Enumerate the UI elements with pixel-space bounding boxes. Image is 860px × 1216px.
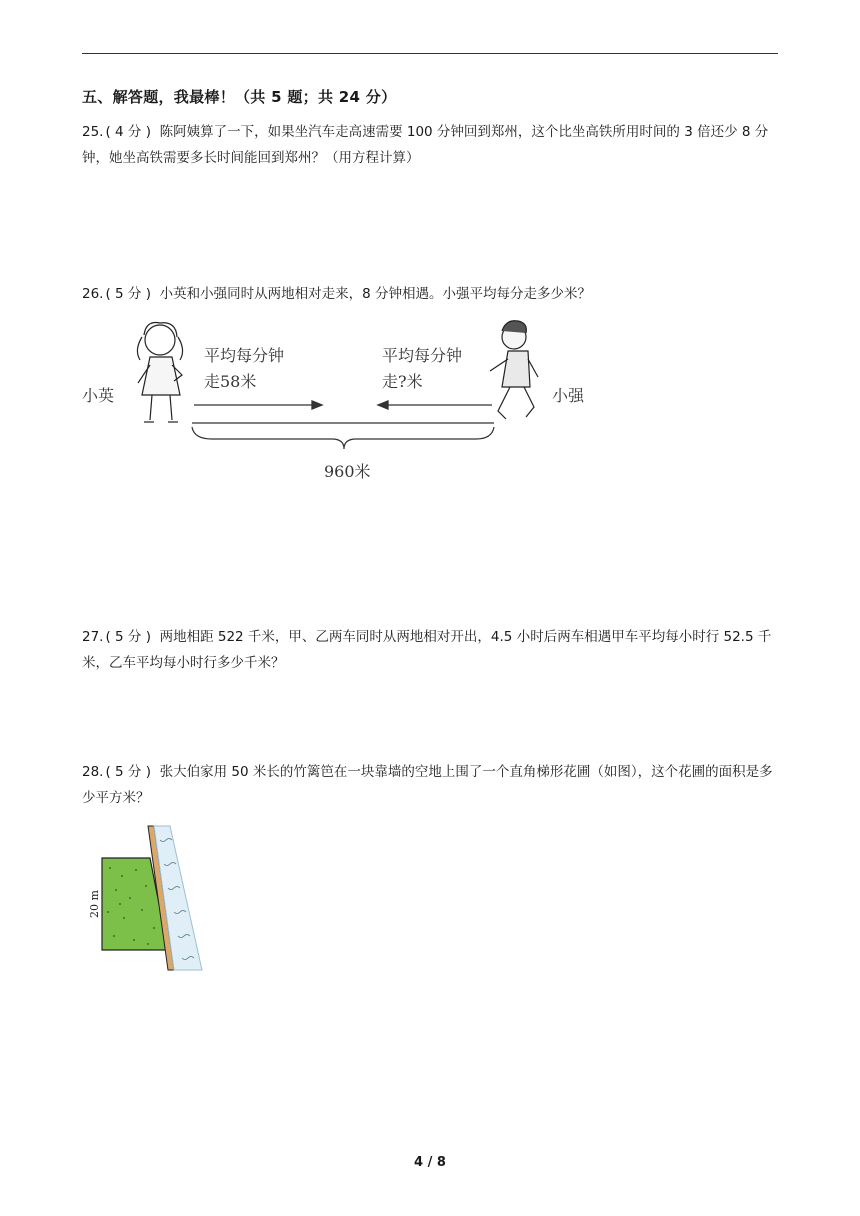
question-score: ( 5 分 ) <box>105 286 151 302</box>
page-number: 4 / 8 <box>414 1155 446 1170</box>
right-arrow <box>378 401 492 409</box>
distance-brace <box>192 427 494 449</box>
question-number: 26. <box>82 286 104 302</box>
left-speed-line2: 走58米 <box>204 372 257 391</box>
question-score: ( 4 分 ) <box>105 124 151 140</box>
question-number: 25. <box>82 124 104 140</box>
meeting-diagram <box>82 315 602 490</box>
question-26 <box>82 281 782 307</box>
question-text: 小英和小强同时从两地相对走来，8 分钟相遇。小强平均每分走多少米？ <box>159 286 591 302</box>
question-score: ( 5 分 ) <box>105 764 151 780</box>
left-arrow <box>194 401 322 409</box>
question-text: 张大伯家用 50 米长的竹篱笆在一块靠墙的空地上围了一个直角梯形花圃（如图），这个花圃的面积是多少平方米？ <box>82 764 773 806</box>
boy-illustration <box>490 321 538 419</box>
garden-diagram <box>90 820 220 980</box>
right-name: 小强 <box>552 386 585 405</box>
question-25 <box>82 119 782 171</box>
left-name: 小英 <box>82 386 115 405</box>
girl-illustration <box>137 323 182 423</box>
question-text: 陈阿姨算了一下，如果坐汽车走高速需要 100 分钟回到郑州，这个比坐高铁所用时间的 3 倍还少 8 分钟，她坐高铁需要多长时间能回到郑州？（用方程计算） <box>82 124 769 166</box>
question-number: 27. <box>82 629 104 645</box>
height-label: 20 m <box>88 890 101 918</box>
distance-label: 960米 <box>324 462 371 481</box>
question-27 <box>82 624 782 676</box>
section-title: 五、解答题，我最棒！（共 5 题；共 24 分） <box>82 88 397 106</box>
left-speed-line1: 平均每分钟 <box>204 346 285 365</box>
right-speed-line2: 走?米 <box>382 372 423 391</box>
right-speed-line1: 平均每分钟 <box>382 346 463 365</box>
question-number: 28. <box>82 764 104 780</box>
header-rule <box>82 53 778 54</box>
question-28 <box>82 759 782 811</box>
question-score: ( 5 分 ) <box>105 629 151 645</box>
question-text: 两地相距 522 千米，甲、乙两车同时从两地相对开出，4.5 小时后两车相遇甲车平均每小时行 52.5 千米，乙车平均每小时行多少千米？ <box>82 629 772 671</box>
